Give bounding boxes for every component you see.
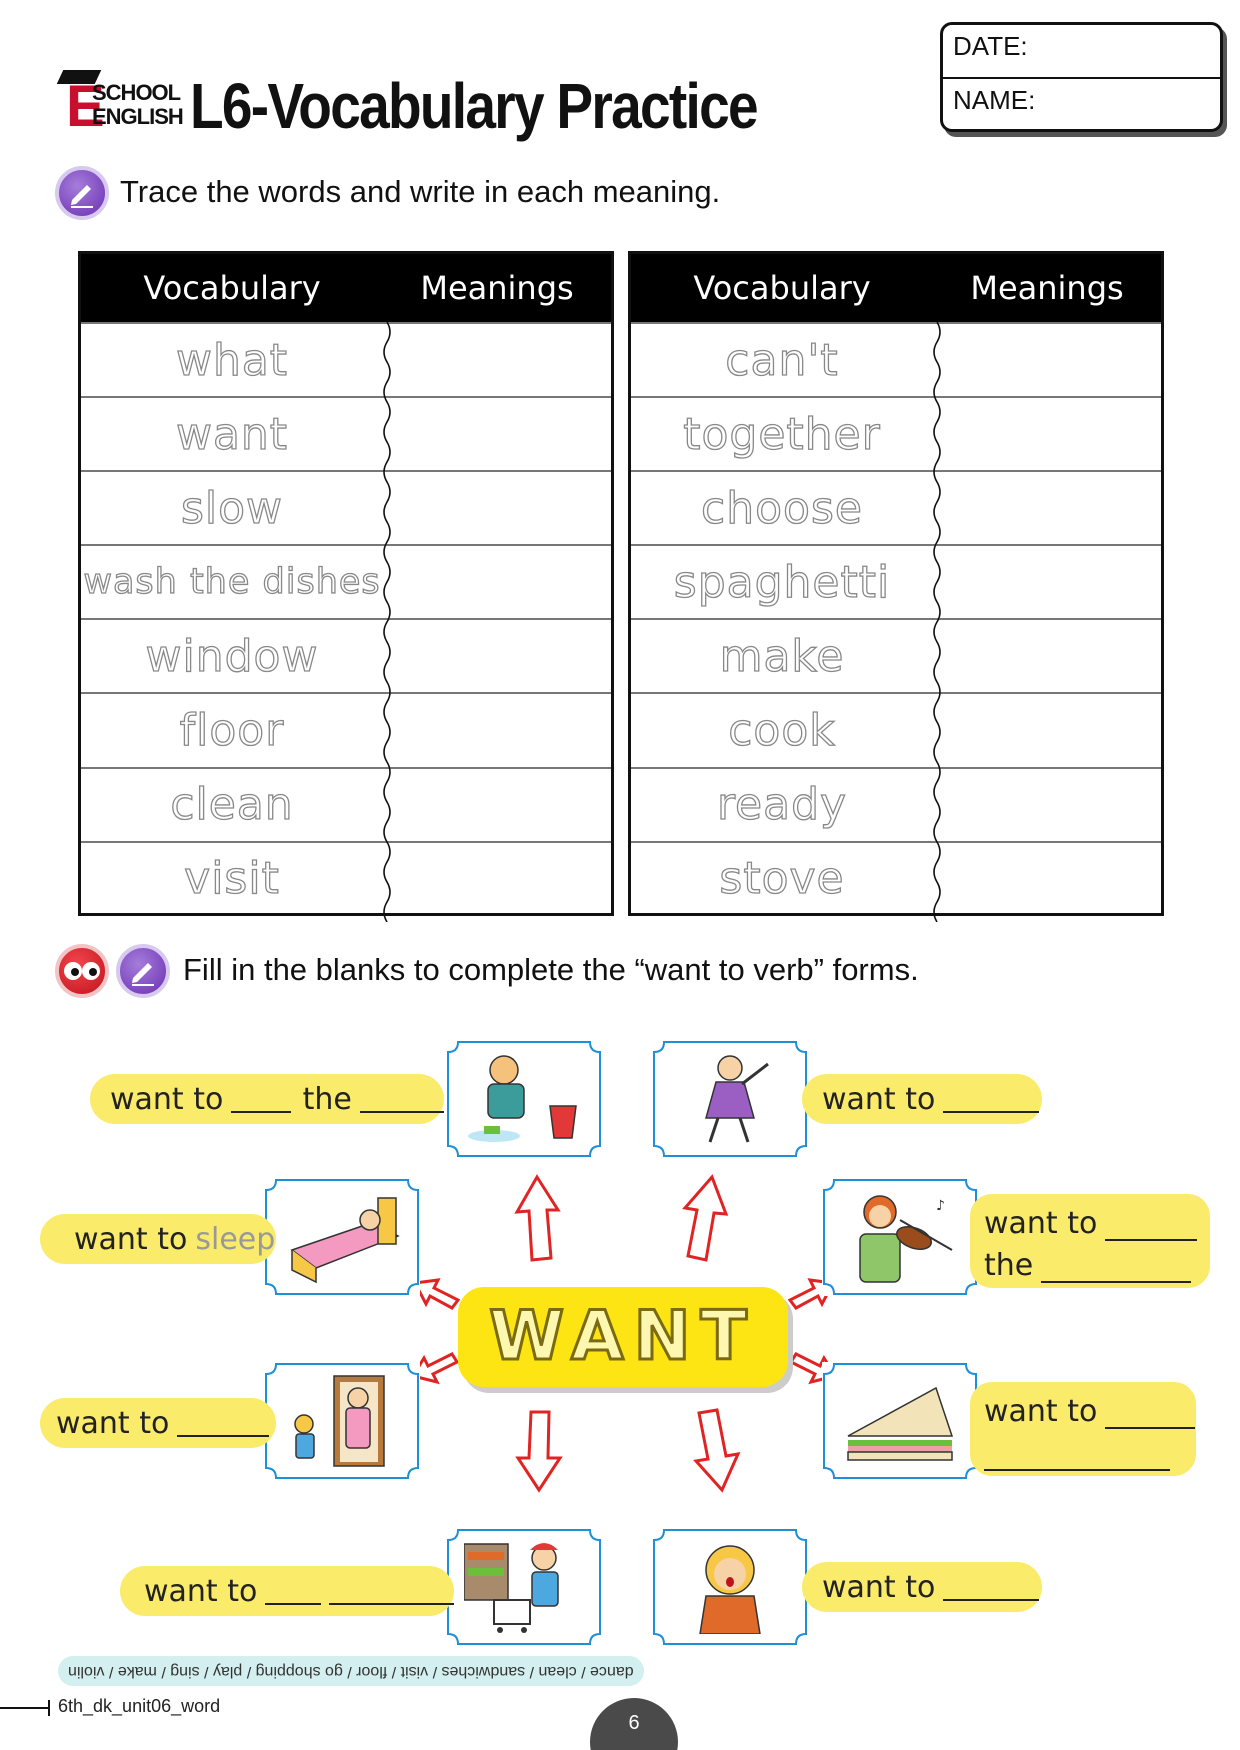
want-to-label: want to: [56, 1405, 170, 1441]
meaning-cell[interactable]: [933, 398, 1161, 470]
logo-line1: SCHOOL: [92, 80, 181, 105]
sandwich-icon: [840, 1374, 960, 1468]
col-vocabulary: Vocabulary: [693, 269, 871, 307]
want-to-label: want to: [110, 1081, 224, 1117]
picture-dance: [652, 1040, 808, 1158]
girl-cleaning-icon: [464, 1052, 584, 1146]
arrow-up-right: [685, 1177, 726, 1260]
the-label: the: [984, 1248, 1034, 1283]
answer-blank[interactable]: [984, 1443, 1170, 1471]
word-bank-text: dance / clean / sandwiches / visit / floor / go shopping / play / sing / make / violin: [68, 1663, 634, 1680]
trace-word[interactable]: choose: [701, 482, 863, 534]
picture-sing: [652, 1528, 808, 1646]
pencil-icon: [55, 166, 109, 220]
picture-violin: [822, 1178, 978, 1296]
table-row: [631, 767, 1161, 841]
girl-dancing-icon: [670, 1052, 790, 1146]
section1-instruction: Trace the words and write in each meaning.: [120, 174, 721, 209]
table-header: [81, 254, 611, 322]
wavy-divider: [931, 322, 943, 922]
trace-word[interactable]: floor: [179, 705, 285, 757]
name-field[interactable]: [943, 77, 1220, 129]
table-row: [631, 692, 1161, 766]
footer-rule: [0, 1707, 50, 1709]
prompt-visit: [40, 1398, 276, 1448]
picture-shopping: [446, 1528, 602, 1646]
table-row: [81, 322, 611, 396]
want-to-label: want to: [984, 1206, 1098, 1241]
prompt-violin: [970, 1194, 1210, 1288]
answer-blank[interactable]: [177, 1409, 269, 1437]
meaning-cell[interactable]: [933, 694, 1161, 766]
prompt-dance: [802, 1074, 1042, 1124]
trace-word[interactable]: what: [175, 334, 289, 386]
logo-letter: E: [66, 74, 105, 139]
col-meanings: Meanings: [420, 269, 574, 307]
meaning-cell[interactable]: [933, 324, 1161, 396]
trace-word[interactable]: cook: [728, 705, 836, 757]
table-row: [631, 396, 1161, 470]
bed-sleeping-icon: [282, 1190, 402, 1284]
meaning-cell[interactable]: [383, 694, 611, 766]
trace-word[interactable]: spaghetti: [673, 556, 891, 608]
table-row: [631, 618, 1161, 692]
answer-blank[interactable]: [360, 1085, 444, 1113]
meaning-cell[interactable]: [383, 398, 611, 470]
example-answer: sleep: [195, 1221, 276, 1257]
prompt-sandwich: [970, 1382, 1196, 1476]
trace-word[interactable]: stove: [719, 853, 845, 905]
want-to-label: want to: [984, 1394, 1098, 1429]
girl-singing-icon: [670, 1540, 790, 1634]
picture-clean-floor: [446, 1040, 602, 1158]
arrow-up-left: [517, 1177, 558, 1260]
section2-instruction: Fill in the blanks to complete the “want to verb” forms.: [183, 952, 919, 987]
meaning-cell[interactable]: [383, 843, 611, 915]
wavy-divider: [381, 322, 393, 922]
trace-word[interactable]: together: [683, 408, 881, 460]
meaning-cell[interactable]: [933, 769, 1161, 841]
answer-blank[interactable]: [1105, 1213, 1197, 1241]
trace-word[interactable]: slow: [180, 482, 284, 534]
table-header: [631, 254, 1161, 322]
col-vocabulary: Vocabulary: [143, 269, 321, 307]
trace-word[interactable]: wash the dishes: [83, 562, 381, 603]
table-row: [81, 692, 611, 766]
girl-shopping-icon: [464, 1540, 584, 1634]
want-to-label: want to: [74, 1221, 188, 1257]
trace-word[interactable]: window: [145, 630, 319, 682]
date-field[interactable]: [943, 25, 1220, 77]
table-row: [81, 396, 611, 470]
trace-word[interactable]: can't: [725, 334, 839, 386]
table-row: [81, 470, 611, 544]
meaning-cell[interactable]: [383, 472, 611, 544]
footer-filename: 6th_dk_unit06_word: [58, 1696, 221, 1716]
trace-word[interactable]: want: [175, 408, 289, 460]
word-bank: [58, 1656, 644, 1686]
page-title: L6-Vocabulary Practice: [190, 70, 757, 142]
visit-grandma-icon: [282, 1374, 402, 1468]
date-name-box: [940, 22, 1223, 132]
table-row: [81, 767, 611, 841]
prompt-shopping: [120, 1566, 454, 1616]
school-english-logo: [58, 70, 183, 139]
answer-blank[interactable]: [231, 1085, 290, 1113]
svg-text:♪: ♪: [936, 1198, 945, 1214]
arrow-down-left: [518, 1412, 560, 1490]
answer-blank[interactable]: [943, 1573, 1039, 1601]
the-label: the: [302, 1081, 352, 1117]
meaning-cell[interactable]: [383, 324, 611, 396]
prompt-sleep: [40, 1214, 276, 1264]
name-label: NAME:: [953, 85, 1036, 115]
page-number: 6: [590, 1698, 678, 1750]
answer-blank[interactable]: [943, 1085, 1039, 1113]
trace-word[interactable]: make: [719, 630, 845, 682]
trace-word[interactable]: ready: [716, 779, 848, 831]
table-row: [631, 470, 1161, 544]
prompt-sing: [802, 1562, 1042, 1612]
vocab-table-right: [628, 251, 1164, 916]
answer-blank[interactable]: [1041, 1255, 1191, 1283]
picture-sandwich: [822, 1362, 978, 1480]
table-row: [631, 322, 1161, 396]
meaning-cell[interactable]: [383, 546, 611, 618]
picture-sleep: [264, 1178, 420, 1296]
want-center-word: WANT: [489, 1297, 757, 1376]
footer-tick: [48, 1700, 50, 1716]
table-row: [81, 544, 611, 618]
meaning-cell[interactable]: [933, 620, 1161, 692]
prompt-clean: [90, 1074, 444, 1124]
girl-violin-icon: [840, 1190, 960, 1284]
meaning-cell[interactable]: [933, 843, 1161, 915]
want-to-label: want to: [144, 1573, 258, 1609]
arrow-down-right: [696, 1410, 738, 1490]
date-label: DATE:: [953, 31, 1028, 61]
answer-blank[interactable]: [1105, 1401, 1195, 1429]
meaning-cell[interactable]: [933, 472, 1161, 544]
table-row: [81, 841, 611, 915]
pencil-icon: [116, 944, 170, 998]
trace-word[interactable]: clean: [170, 779, 294, 831]
picture-visit: [264, 1362, 420, 1480]
vocab-table-left: [78, 251, 614, 916]
col-meanings: Meanings: [970, 269, 1124, 307]
want-to-label: want to: [822, 1081, 936, 1117]
want-to-label: want to: [822, 1569, 936, 1605]
trace-word[interactable]: visit: [184, 853, 280, 905]
meaning-cell[interactable]: [933, 546, 1161, 618]
eyes-icon: [55, 944, 109, 998]
logo-line2: ENGLISH: [92, 104, 183, 129]
meaning-cell[interactable]: [383, 620, 611, 692]
table-row: [81, 618, 611, 692]
table-row: [631, 544, 1161, 618]
arrow-small-tl: [415, 1280, 458, 1308]
answer-blank[interactable]: [265, 1577, 321, 1605]
table-row: [631, 841, 1161, 915]
meaning-cell[interactable]: [383, 769, 611, 841]
answer-blank[interactable]: [329, 1577, 454, 1605]
want-center-box: [458, 1287, 788, 1387]
